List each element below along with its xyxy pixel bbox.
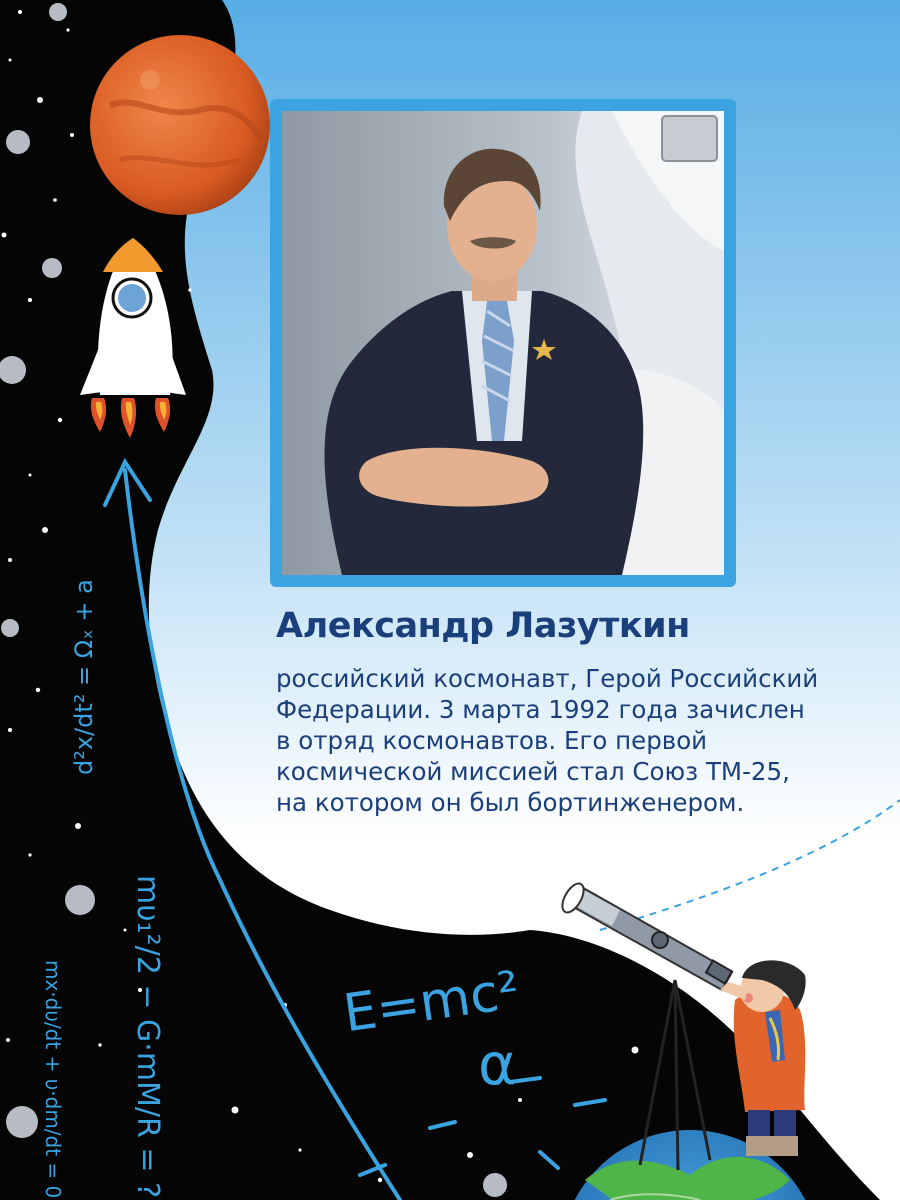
portrait-photo [282, 111, 724, 575]
bio-line: в отряд космонавтов. Его первой [276, 726, 708, 755]
bio-line: на котором он был бортинженером. [276, 788, 745, 817]
person-bio [276, 663, 896, 818]
formula-alpha: α [478, 1030, 517, 1098]
formula-emc2: E=mc² [340, 960, 524, 1045]
formula-differential: d²x/dt² = Ωₓ + a [70, 579, 98, 775]
portrait-frame [270, 99, 736, 587]
bio-line: российский космонавт, Герой Российский [276, 664, 819, 693]
formula-momentum: mx·dυ/dt + υ·dm/dt = 0 [41, 960, 65, 1199]
formula-energy-gravity: mυ₁²/2 − G·mM/R = ? [130, 875, 165, 1199]
mars-planet-icon [90, 35, 270, 215]
bio-line: космической миссией стал Союз ТМ-25, [276, 757, 790, 786]
bio-line: Федерации. 3 марта 1992 года зачислен [276, 695, 805, 724]
person-name: Александр Лазуткин [276, 606, 690, 646]
